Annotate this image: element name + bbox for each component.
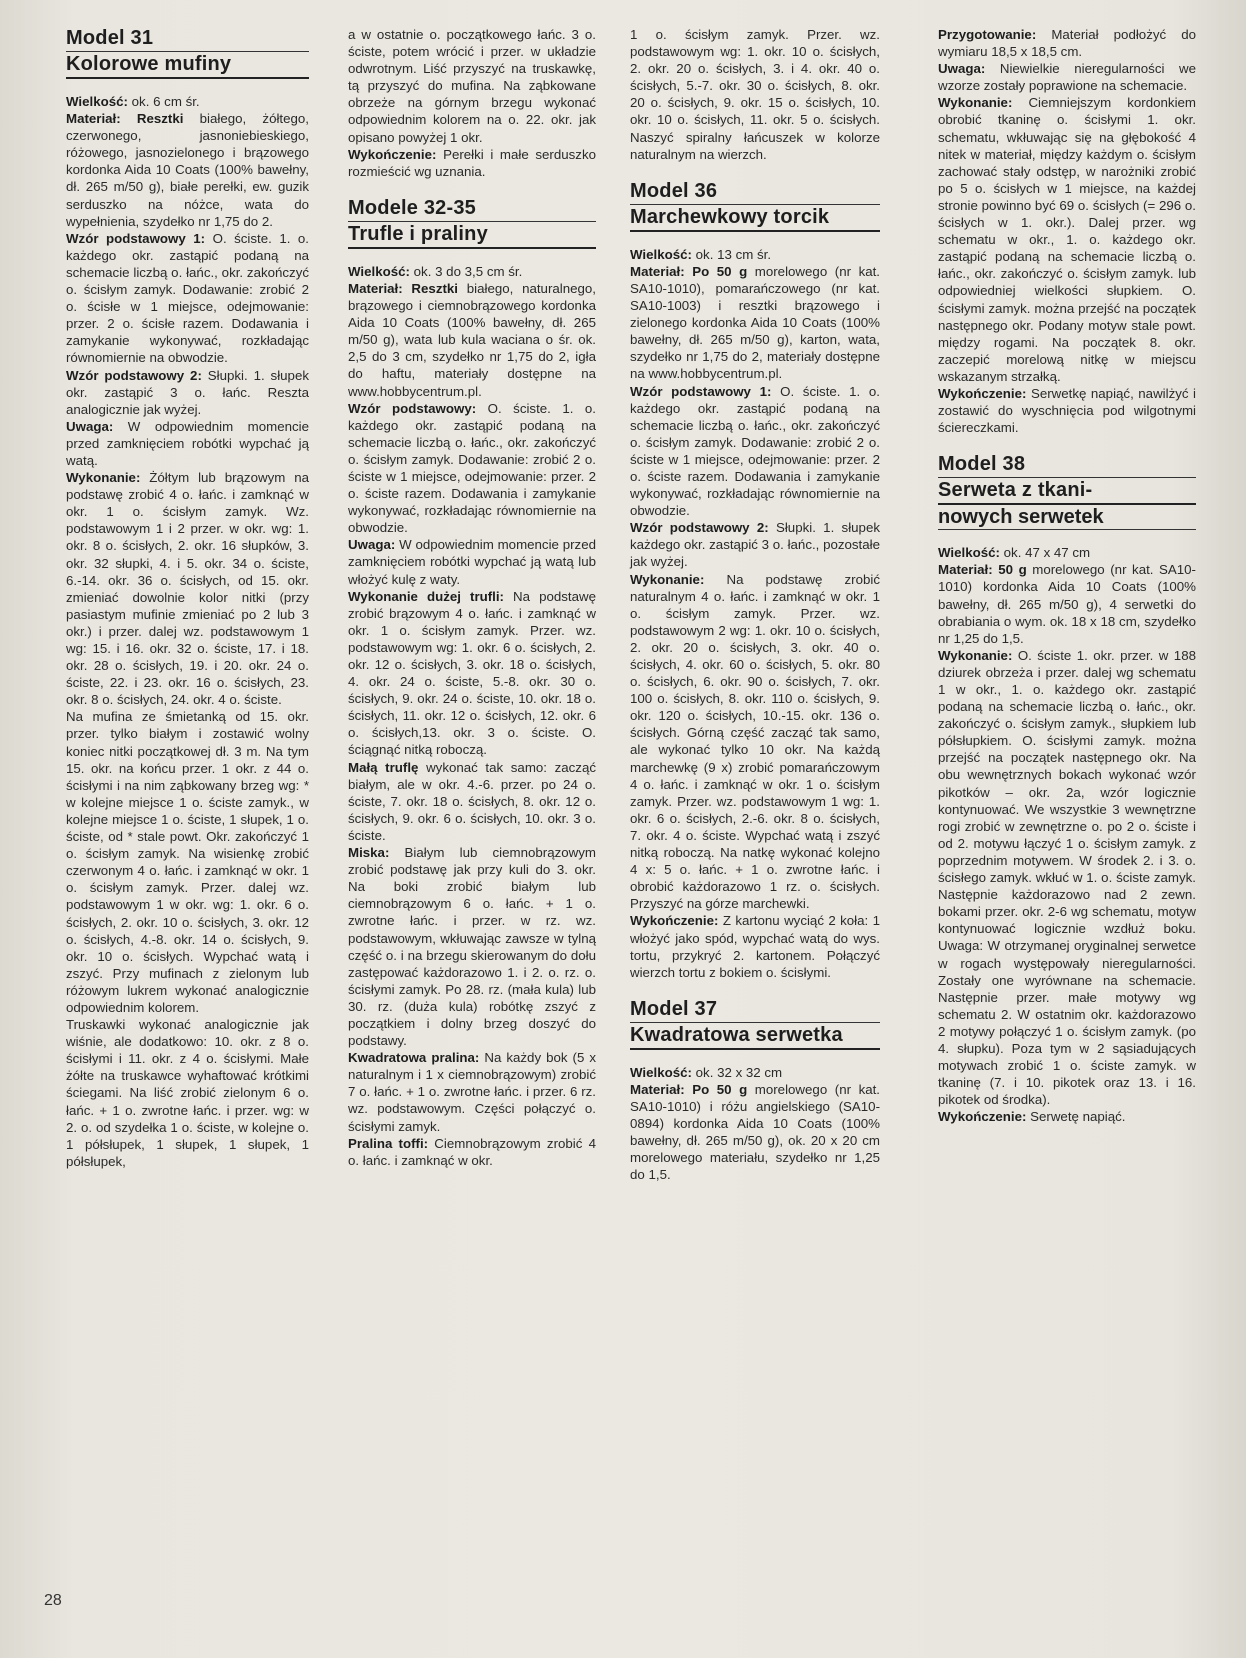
col2-body-top: [348, 26, 596, 180]
model-title: Serweta z tkani-: [938, 478, 1196, 505]
paragraph: [348, 844, 596, 1049]
paragraph: [348, 146, 596, 180]
paragraph-text: białego, naturalnego, brązowego i ciemnobrązowego kordonka Aida 10 Coats (100% bawełny, dł. 265 m/50 g), wata lub kula waciana o śr. ok. 2,5 do 3 cm, szydełko nr 1,75 do 2, igła do haftu, materiały dostępne na www.hobbycentrum.pl.: [348, 280, 597, 399]
paragraph-text: Niewielkie nieregularności we wzorze zostały poprawione na schemacie.: [938, 61, 1196, 94]
paragraph: [348, 588, 596, 759]
paragraph-label: Wzór podstawowy 1:: [66, 230, 206, 246]
paragraph-label: Wykonanie:: [630, 571, 705, 587]
heading-model-31: [66, 26, 309, 79]
paragraph-text: O. ściste 1. okr. przer. w 188 dziurek obrzeża i przer. dalej wg schematu 1 w okr., 1. o. każdego okr. zastąpić podaną na schemacie liczbą o. łańc., okr. zakończyć o. ścisłym zamyk., słupkiem lub półsłupkiem. O. ścisłymi zamyk. można przejść na początek następnego okr. Na obu wewnętrznych bokach wykonać wzór pikotków – okr. 2a, wzór logicznie kontynuować. We wszystkie 3 wewnętrzne rogi zrobić w zewnętrzne o. po 2 o. ściste i od 2. motywu łączyć 1 o. ścisłym zamyk. z poprzednim motywem. W środek 2. i 3. o. ścisłego zamyk. wkłuć w 1. o. ściste zamyk. Następnie każdorazowo nad 2 zewn. bokami przer. okr. 2-6 wg schematu, motyw kontynuować logicznie wzdłuż boku. Uwaga: W otrzymanej oryginalnej serwetce w rogach występowały nieregularności. Zostały one wyrównane na schemacie. Następnie przer. małe motywy wg schematu 2. W ostatnim okr. każdorazowo 2 motywy połączyć 1 o. ścisłym zamyk. (po 4. słupku). Poza tym w 2 sąsiadujących motywach zrobić 1 o. ściste zamyk. w tkaninę (7. i 10. pikotek oraz 13. i 16. pikotek od środka).: [938, 647, 1196, 1108]
paragraph: [938, 94, 1196, 385]
paragraph-label: Wielkość:: [66, 94, 128, 109]
paragraph-text: ok. 13 cm śr.: [691, 246, 772, 262]
paragraph-label: Kwadratowa pralina:: [348, 1050, 480, 1066]
paragraph-text: Słupki. 1. słupek okr. zastąpić 3 o. łańc. Reszta analogicznie jak wyżej.: [66, 367, 309, 417]
paragraph-text: ok. 6 cm śr.: [127, 94, 200, 109]
paragraph: [348, 536, 596, 587]
paragraph-label: Wykończenie:: [348, 146, 437, 162]
paragraph: [938, 1108, 1196, 1125]
heading-model-38: [938, 452, 1196, 530]
paragraph-label: Miska:: [348, 845, 390, 861]
paragraph-label: Wielkość:: [348, 263, 410, 279]
paragraph: [938, 385, 1196, 436]
paragraph-text: morelowego (nr kat. SA10-1010) i różu angielskiego (SA10-0894) kordonka Aida 10 Coats (100% bawełny, dł. 265 m/50 g), ok. 20 x 20 cm morelowego materiału, szydełko nr 1,25 do 1,5.: [630, 1081, 880, 1183]
paragraph: [66, 230, 309, 367]
paragraph-text: Materiał podłożyć do wymiaru 18,5 x 18,5 cm.: [938, 27, 1196, 60]
paragraph: [66, 110, 309, 230]
paragraph-text: Słupki. 1. słupek każdego okr. zastąpić 3 o. łańc., pozostałe jak wyżej.: [630, 520, 880, 570]
paragraph-label: Wielkość:: [938, 545, 1000, 561]
paragraph-text: O. ściste. 1. o. każdego okr. zastąpić podaną na schemacie liczbą o. łańc., okr. zakończyć o. ścisłym zamyk. Dodawanie: zrobić 2 o. ściste w 1 miejsce, odejmowanie: przer. 2 o. ściste razem. Dodawania i zamykanie wykonywać, rozkładając równomiernie na obwodzie.: [348, 400, 596, 536]
paragraph: [66, 418, 309, 469]
model-number: Modele 32-35: [348, 196, 596, 222]
paragraph-label: Wielkość:: [630, 246, 692, 262]
col3-body-top: [630, 26, 880, 163]
paragraph: [630, 912, 880, 980]
paragraph-label: Materiał: Resztki: [348, 280, 458, 296]
paragraph-label: Pralina toffi:: [348, 1135, 429, 1151]
paragraph-label: Wzór podstawowy:: [348, 400, 477, 416]
paragraph-label: Materiał: Po 50 g: [630, 1081, 748, 1097]
paragraph: [938, 60, 1196, 94]
paragraph: [630, 246, 880, 263]
paragraph-label: Uwaga:: [66, 418, 114, 434]
paragraph: [938, 544, 1196, 561]
paragraph: [630, 26, 880, 163]
paragraph-text: Na mufina ze śmietanką od 15. okr. przer. tylko białym i zostawić wolny koniec nitki początkowej dł. 3 m. Na tym 15. okr. na końcu przer. 1 okr. z 44 o. ścisłymi i na nim ząbkowany brzeg wg: * w kolejne miejsce 1 o. ściste zamyk., w kolejne miejsce 1 o. ściste, 1 słupek, 1 o. ściste, od * stale powt. Okr. zakończyć 1 o. ścisłym zamyk. Na wisienkę zrobić czerwonym 4 o. łańc. i zamknąć w okr. 1 o. ścisłym zamyk. Przer. dalej wz. podstawowym 1 w okr. wg: 1. okr. 6 o. ścisłych, 2. okr. 10 o. ścisłych, 3. okr. 12 o. ścisłych, 4.-8. okr. 14 o. ścisłych, 9. okr. 10 o. ścisłych. Wypchać watą i zszyć. Przy mufinach z zielonym lub różowym lukrem wykonać analogicznie odpowiednim kolorem.: [66, 709, 309, 1015]
col1-body: [66, 93, 309, 1170]
paragraph-text: W odpowiednim momencie przed zamknięciem robótki wypchać ją watą.: [66, 418, 309, 468]
paragraph-text: a w ostatnie o. początkowego łańc. 3 o. ściste, potem wrócić i przer. w układzie odwrotnym. Liść przyszyć na truskawkę, tą przyszyć do mufina. Na ząbkowane obrzeże na górnym brzegu wykonać odpowiednim kolorem na o. 22. okr. jak opisano powyżej 1 okr.: [348, 27, 596, 145]
paragraph: [938, 26, 1196, 60]
paragraph-label: Materiał: Po 50 g: [630, 263, 748, 279]
paragraph-text: Ciemnobrązowym zrobić 4 o. łańc. i zamknąć w okr.: [348, 1135, 596, 1168]
column-4: [938, 26, 1196, 1125]
model-title: Marchewkowy torcik: [630, 205, 880, 232]
paragraph-text: Na podstawę zrobić brązowym 4 o. łańc. i zamknąć w okr. 1 o. ścisłym zamyk. Przer. wz. podstawowym wg: 1. okr. 6 o. ścisłych, 2. okr. 12 o. ścisłych, 3. okr. 18 o. ścisłych, 4. okr. 24 o. ściste, 5.-8. okr. 30 o. ścisłych, 9. okr. 24 o. ściste, 10. okr. 18 o. ścisłych, 11. okr. 12 o. ścisłych, 12. okr. 6 o. ścisłych,13. okr. 3 o. ściste. O. ściągnąć nitką roboczą.: [348, 588, 597, 758]
paragraph-text: Truskawki wykonać analogicznie jak wiśnie, ale dodatkowo: 10. okr. z 8 o. ścisłymi i 11. okr. z 4 o. ścisłymi. Małe żółte na truskawce wyhaftować krótkimi ściegami. Na liść zrobić zielonym 6 o. łańc. + 1 o. zwrotne łańc. i przer. wg: w 2. o. od szydełka 1 o. ściste, w kolejne o. 1 półsłupek, 1 słupek, 1 słupek, 1 półsłupek,: [66, 1017, 309, 1169]
paragraph: [630, 519, 880, 570]
paragraph-label: Materiał: Resztki: [66, 111, 184, 127]
paragraph-text: wykonać tak samo: zacząć białym, ale w okr. 4.-6. przer. po 24 o. ściste, 7. okr. 18 o. ścisłych, 8. okr. 12 o. ścisłych, 9. okr. 6 o. ścisłych, 10. okr. 3 o. ściste.: [348, 759, 597, 843]
paragraph: [66, 1016, 309, 1170]
paragraph: [348, 26, 596, 146]
model-title: Kolorowe mufiny: [66, 52, 309, 79]
paragraph-label: Uwaga:: [938, 61, 986, 77]
paragraph-label: Materiał: 50 g: [938, 562, 1027, 578]
paragraph-label: Wykończenie:: [938, 1109, 1027, 1125]
paragraph-label: Wzór podstawowy 1:: [630, 383, 772, 399]
col4-body-top: [938, 26, 1196, 436]
paragraph: [630, 571, 880, 913]
heading-model-36: [630, 179, 880, 232]
paragraph: [348, 263, 596, 280]
paragraph-text: Ciemniejszym kordonkiem obrobić tkaninę o. ścisłymi 1. okr. schematu, wkłuwając się na głębokość 4 nitek w materiał, między każdym o. ścisłym zachować stały odstęp, w narożniki zrobić po 5 o. ścisłych w 1 miejsce, na każdej stronie powinno być 69 o. ścisłych (= 296 o. ścisłych w 1. okr.). Dalej przer. wg schematu w okr., 1. o. każdego okr. zastąpić podaną na schemacie liczbą o. łańc., okr. zakończyć o. ścisłym zamyk. lub odpowiedniej wielkości słupkiem. O. ścisłymi zamyk. można przejść na początek następnego okr. Podany motyw stale powt. między rogami. Na początek 8. okr. zaczepić morelową nitkę w miejscu wskazanym strzałką.: [938, 95, 1196, 384]
col4-body: [938, 544, 1196, 1125]
paragraph: [66, 708, 309, 1016]
paragraph-text: Z kartonu wyciąć 2 koła: 1 włożyć jako spód, wypchać watą do wys. tortu, przykryć 2. kartonem. Połączyć wierzch tortu z bokiem o. ścisłymi.: [630, 913, 880, 980]
paragraph: [630, 1064, 880, 1081]
paragraph-text: Białym lub ciemnobrązowym zrobić podstawę jak przy kuli do 3. okr. Na boki zrobić białym lub ciemnobrązowym 6 o. łańc. + 1 o. zwrotne łańc. i przer. w rz. wz. podstawowym, wkłuwając zawsze w tylną część o. i na brzegu skierowanym do dołu zastępować każdorazowo 1. i 2. o. rz. o. ścisłymi zamyk. Po 28. rz. (mała kula) lub 30. rz. (duża kula) robótkę zszyć z początkiem i dolny brzeg doszyć do podstawy.: [348, 845, 596, 1049]
paragraph: [938, 647, 1196, 1109]
paragraph-text: białego, żółtego, czerwonego, jasnoniebieskiego, różowego, jasnozielonego i brązowego kordonka Aida 10 Coats (100% bawełny, dł. 265 m/50 g), białe perełki, ew. guzik serduszko na nóżce, wata do wypełnienia, szydełko nr 1,75 do 2.: [66, 111, 310, 229]
heading-model-32-35: [348, 196, 596, 249]
col3-body-2: [630, 1064, 880, 1184]
paragraph: [630, 263, 880, 383]
paragraph-label: Uwaga:: [348, 537, 396, 553]
paragraph: [348, 400, 596, 537]
paragraph-text: Serwetkę napiąć, nawilżyć i zostawić do wyschnięcia pod wilgotnymi ściereczkami.: [938, 385, 1196, 436]
paragraph-text: morelowego (nr kat. SA10-1010), pomarańczowego (nr kat. SA10-1003) i resztki brązowego i zielonego kordonka Aida 10 Coats (100% bawełny, dł. 265 m/50 g), karton, wata, szydełko nr 1,75 do 2, materiały dostępne na www.hobbycentrum.pl.: [630, 263, 880, 382]
model-title: Trufle i praliny: [348, 222, 596, 249]
paragraph-label: Wykończenie:: [938, 385, 1027, 401]
model-number: Model 38: [938, 452, 1196, 478]
model-number: Model 36: [630, 179, 880, 205]
paragraph: [630, 1081, 880, 1184]
column-2: [348, 26, 596, 1169]
model-title-line2: nowych serwetek: [938, 505, 1196, 530]
column-1: [66, 26, 309, 1170]
paragraph-label: Przygotowanie:: [938, 27, 1037, 42]
paragraph-label: Wykonanie dużej trufli:: [348, 588, 504, 604]
paragraph-text: ok. 47 x 47 cm: [999, 545, 1091, 561]
paragraph-text: morelowego (nr kat. SA10-1010) kordonka Aida 10 Coats (100% bawełny, dł. 265 m/50 g), 4 serwetki do obrabiania o wym. ok. 18 x 18 cm, szydełko nr 1,25 do 1,5.: [938, 562, 1196, 646]
column-3: [630, 26, 880, 1183]
paragraph-text: ok. 32 x 32 cm: [691, 1064, 783, 1080]
model-number: Model 37: [630, 997, 880, 1023]
paragraph: [66, 469, 309, 708]
paragraph-label: Wzór podstawowy 2:: [66, 367, 202, 383]
page-number: 28: [44, 1592, 62, 1609]
paragraph-text: 1 o. ścisłym zamyk. Przer. wz. podstawowym wg: 1. okr. 10 o. ścisłych, 2. okr. 20 o. ścisłych, 3. i 4. okr. 40 o. ścisłych, 5.-7. okr. 30 o. ścisłych, 8. okr. 20 o. ścisłych, 9. okr. 15 o. ścisłych, 10. okr. 10 o. ścisłych, 11. okr. 5 o. ścisłych. Naszyć spiralny łańcuszek w kolorze naturalnym na wierzch.: [630, 27, 880, 162]
paragraph-text: Perełki i małe serduszko rozmieścić wg uznania.: [348, 146, 596, 179]
paragraph-label: Małą truflę: [348, 759, 419, 775]
heading-model-37: [630, 997, 880, 1050]
paragraph-text: O. ściste. 1. o. każdego okr. zastąpić podaną na schemacie liczbą o. łańc., okr. zakończyć o. ścisłym zamyk. Dodawanie: zrobić 2 o. ściste w 1 miejsce, odejmowanie: przer. 2 o. ściste razem. Dodawania i zamykanie wykonywać, rozkładając równomiernie na obwodzie.: [630, 383, 880, 519]
paragraph-label: Wykonanie:: [938, 95, 1013, 111]
model-title: Kwadratowa serwetka: [630, 1023, 880, 1050]
paragraph-text: ok. 3 do 3,5 cm śr.: [409, 263, 523, 279]
paragraph: [348, 1049, 596, 1134]
paragraph: [66, 93, 309, 110]
paragraph: [348, 759, 596, 844]
paragraph-text: W odpowiednim momencie przed zamknięciem robótki wypchać ją watą lub włożyć kulę z waty.: [348, 537, 596, 587]
paragraph-label: Wielkość:: [630, 1064, 692, 1080]
paragraph: [938, 561, 1196, 646]
paragraph: [630, 383, 880, 520]
paragraph-text: O. ściste. 1. o. każdego okr. zastąpić podaną na schemacie liczbą o. łańc., okr. zakończyć o. ścisłym zamyk. Dodawanie: zrobić 2 o. ścisłe w 1 miejsce, odejmowanie: przer. 2 o. ścisłe razem. Dodawania i zamykanie wykonywać, rozkładając równomiernie na obwodzie.: [66, 230, 309, 366]
paragraph-text: Na podstawę zrobić naturalnym 4 o. łańc. i zamknąć w okr. 1 o. ścisłym zamyk. Przer. wz. podstawowym 2 wg: 1. okr. 10 o. ścisłych, 2. okr. 20 o. ścisłych, 3. okr. 40 o. ścisłych, 4. okr. 60 o. ścisłych, 5. okr. 80 o. ścisłych, 6. okr. 90 o. ścisłych, 7. okr. 100 o. ścisłych, 8. okr. 110 o. ścisłych, 9. okr. 120 o. ścisłych, 10.-15. okr. 136 o. ścisłych. Górną część zacząć tak samo, ale wykonać tylko 10 okr. Na każdą marchewkę (9 x) zrobić pomarańczowym 4 o. łańc. i zamknąć w okr. 1 o. ścisłym zamyk. Przer. wz. podstawowym 1 wg: 1. okr. 6 o. ścisłych, 2.-6. okr. 8 o. ścisłych, 7. okr. 4 o. ściste. Wypchać watą i zszyć nitką roboczą. Na natkę wykonać kolejno 4 x: 5 o. łańc. + 1 o. zwrotne łańc. i obrobić każdorazowo 1 rz. o. ścisłych. Przyszyć na górze marchewki.: [630, 571, 880, 912]
model-number: Model 31: [66, 26, 309, 52]
paragraph-label: Wykończenie:: [630, 913, 719, 929]
paragraph-label: Wykonanie:: [938, 647, 1013, 663]
paragraph: [348, 280, 596, 400]
paragraph-text: Żółtym lub brązowym na podstawę zrobić 4 o. łańc. i zamknąć w okr. 1 o. ścisłym zamyk. Wz. podstawowym 1 i 2 przer. w okr. wg: 1. okr. 8 o. ścisłych, 2. okr. 16 słupków, 3. okr. 32 słupki, 4. i 5. okr. 34 o. ściste, 6.-14. okr. 36 o. ścisłych, od 15. okr. zmieniać dowolnie kolor nitki (przy pasiastym mufinie zmieniać po 2 lub 3 okr.) i przer. dalej wz. podstawowym 1 wg: 15. i 16. okr. 32 o. ściste, 17. i 18. okr. 28 o. ścisłych, 19. i 20. okr. 24 o. ściste, 22. i 23. okr. 16 o. ścisłych, 23. okr. 8 o. ścisłych, 24. okr. 4 o. ściste.: [66, 470, 309, 708]
paragraph-text: Serwetę napiąć.: [1026, 1109, 1126, 1125]
col3-body: [630, 246, 880, 981]
paragraph-label: Wykonanie:: [66, 470, 141, 486]
paragraph-text: Na każdy bok (5 x naturalnym i 1 x ciemnobrązowym) zrobić 7 o. łańc. + 1 o. zwrotne łańc. i przer. 6 rz. wz. podstawowym. Części połączyć o. ścisłymi zamyk.: [348, 1050, 596, 1134]
col2-body: [348, 263, 596, 1169]
paragraph: [348, 1135, 596, 1169]
paragraph: [66, 367, 309, 418]
paragraph-label: Wzór podstawowy 2:: [630, 520, 769, 536]
